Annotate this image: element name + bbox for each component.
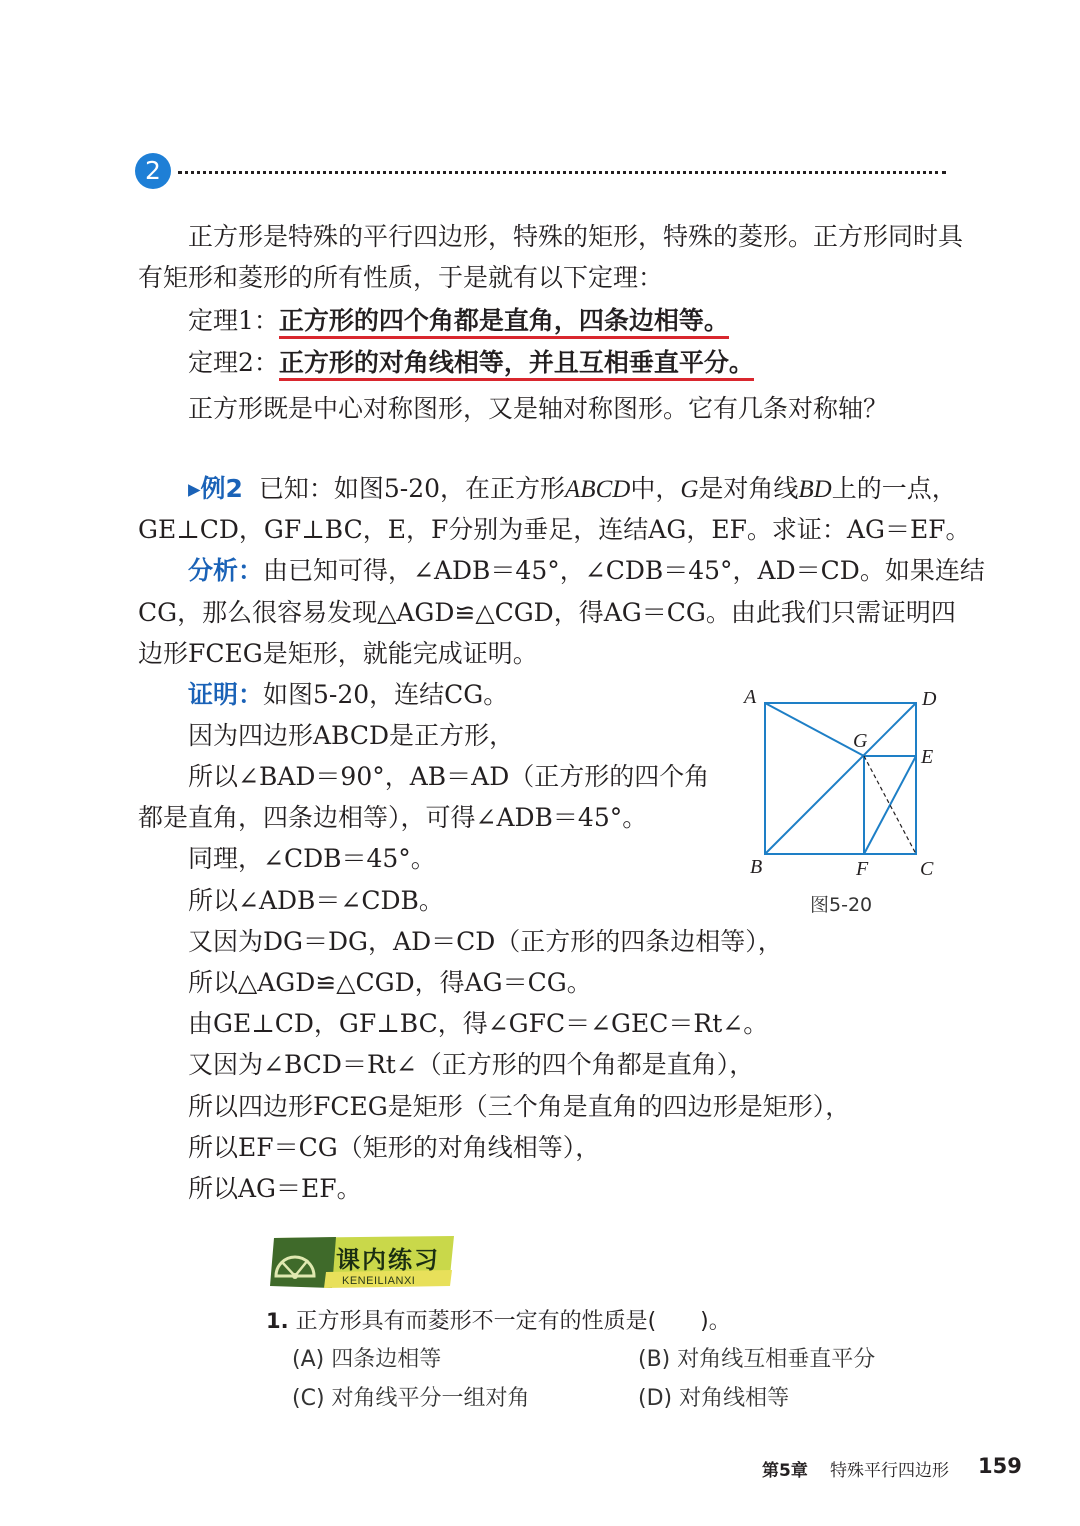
proof-line-12: 所以EF＝CG（矩形的对角线相等）， xyxy=(188,1133,601,1162)
section-number-badge: 2 xyxy=(135,153,171,189)
label-d: D xyxy=(922,688,937,710)
label-a: A xyxy=(744,686,757,708)
label-c: C xyxy=(920,858,934,880)
theorem-2-text: 正方形的对角线相等，并且互相垂直平分。 xyxy=(279,348,754,381)
figure-caption: 图5-20 xyxy=(810,894,873,916)
practice-subtitle: KENEILIANXI xyxy=(342,1275,416,1287)
analysis-label: 分析： xyxy=(188,556,264,585)
proof-text-1: 如图5-20，连结CG。 xyxy=(263,680,509,709)
proof-line-4: 都是直角，四条边相等），可得∠ADB＝45°。 xyxy=(138,803,648,832)
proof-line-2: 因为四边形ABCD是正方形， xyxy=(188,721,515,750)
theorem-2-label: 定理2： xyxy=(188,348,279,377)
proof-line-9: 由GE⊥CD，GF⊥BC，得∠GFC＝∠GEC＝Rt∠。 xyxy=(188,1009,769,1038)
proof-line-13: 所以AG＝EF。 xyxy=(188,1174,362,1203)
practice-q1-option-d: (D) 对角线相等 xyxy=(638,1386,790,1411)
example-tag: ▸例2 xyxy=(188,474,243,503)
symmetry-question: 正方形既是中心对称图形，又是轴对称图形。它有几条对称轴？ xyxy=(188,394,889,423)
diagonal-bd xyxy=(765,703,916,854)
page-number: 159 xyxy=(978,1454,1022,1478)
example-given-end: 上的一点， xyxy=(831,474,957,503)
footer-chapter: 第5章 xyxy=(762,1461,808,1481)
proof-line-3: 所以∠BAD＝90°，AB＝AD（正方形的四个角 xyxy=(188,762,710,791)
label-g: G xyxy=(853,730,868,752)
footer-title: 特殊平行四边形 xyxy=(830,1461,949,1481)
protractor-icon xyxy=(272,1240,318,1284)
theorem-2 xyxy=(188,346,754,380)
example-given-line-1 xyxy=(188,472,957,507)
example-given-bd: BD xyxy=(798,476,832,503)
proof-line-1 xyxy=(188,678,508,712)
proof-line-5: 同理，∠CDB＝45°。 xyxy=(188,844,436,873)
segment-ag xyxy=(765,703,864,756)
example-given-prefix: 已知：如图5-20，在正方形 xyxy=(258,474,566,503)
proof-label: 证明： xyxy=(188,680,264,709)
example-given-mid2: 是对角线 xyxy=(698,474,799,503)
analysis-line-3: 边形FCEG是矩形，就能完成证明。 xyxy=(138,639,538,668)
example-given-line-2: GE⊥CD，GF⊥BC，E，F分别为垂足，连结AG，EF。求证：AG＝EF。 xyxy=(138,515,971,544)
practice-q1-option-b: (B) 对角线互相垂直平分 xyxy=(638,1347,876,1372)
example-given-g: G xyxy=(680,476,699,503)
section-dotted-rule xyxy=(178,171,946,174)
proof-line-10: 又因为∠BCD＝Rt∠（正方形的四个角都是直角）， xyxy=(188,1050,755,1079)
example-given-mid: 中， xyxy=(630,474,681,503)
label-e: E xyxy=(921,746,934,768)
analysis-text-1: 由已知可得，∠ADB＝45°，∠CDB＝45°，AD＝CD。如果连结 xyxy=(263,556,985,585)
proof-line-7: 又因为DG＝DG，AD＝CD（正方形的四条边相等）， xyxy=(188,927,783,956)
practice-q1-number: 1. xyxy=(266,1309,289,1333)
practice-q1-option-a: (A) 四条边相等 xyxy=(292,1347,442,1372)
practice-q1-text: 正方形具有而菱形不一定有的性质是( )。 xyxy=(295,1309,731,1334)
label-f: F xyxy=(856,858,869,880)
intro-line-2: 有矩形和菱形的所有性质，于是就有以下定理： xyxy=(138,263,664,292)
practice-q1-option-c: (C) 对角线平分一组对角 xyxy=(292,1386,530,1411)
practice-title: 课内练习 xyxy=(336,1246,440,1274)
proof-line-6: 所以∠ADB＝∠CDB。 xyxy=(188,886,444,915)
practice-q1 xyxy=(266,1306,731,1337)
label-b: B xyxy=(750,856,763,878)
theorem-1-label: 定理1： xyxy=(188,306,279,335)
proof-line-8: 所以△AGD≌△CGD，得AG＝CG。 xyxy=(188,968,592,997)
analysis-line-2: CG，那么很容易发现△AGD≌△CGD，得AG＝CG。由此我们只需证明四 xyxy=(138,598,956,627)
proof-line-11: 所以四边形FCEG是矩形（三个角是直角的四边形是矩形）， xyxy=(188,1092,851,1121)
analysis-line-1 xyxy=(188,554,985,588)
example-given-abcd: ABCD xyxy=(565,476,631,503)
theorem-1 xyxy=(188,304,729,338)
intro-line-1: 正方形是特殊的平行四边形，特殊的矩形，特殊的菱形。正方形同时具 xyxy=(188,222,964,251)
theorem-1-text: 正方形的四个角都是直角，四条边相等。 xyxy=(279,306,729,339)
